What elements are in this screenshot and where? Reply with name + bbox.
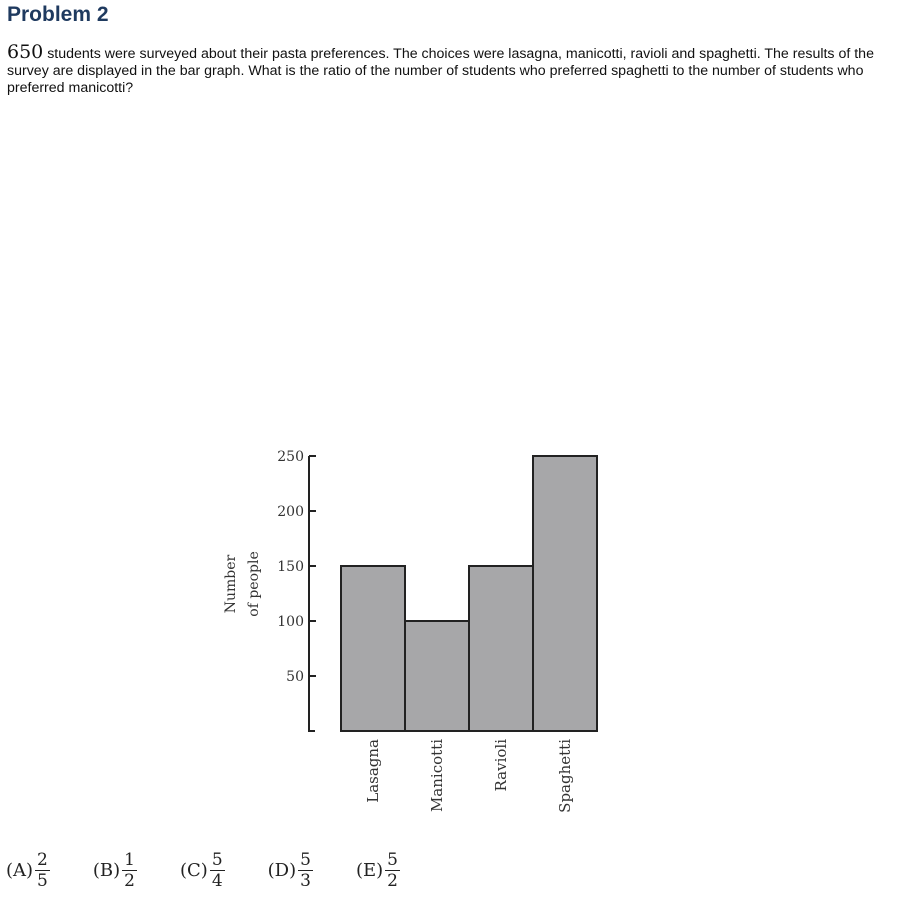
y-axis-label-line1: Number <box>223 554 239 614</box>
y-tick-label-100: 100 <box>277 614 304 630</box>
choice-b[interactable] <box>93 850 137 891</box>
problem-title: Problem 2 <box>7 3 109 26</box>
choice-a-denominator: 5 <box>37 870 48 891</box>
student-count: 650 <box>7 41 44 63</box>
bar-lasagna <box>341 566 405 731</box>
x-tick-label-lasagna: Lasagna <box>364 739 382 803</box>
choice-a-label: (A) <box>6 859 34 881</box>
choice-c[interactable] <box>180 850 225 891</box>
choice-d-fraction <box>298 850 313 891</box>
bar-manicotti <box>405 621 469 731</box>
choice-c-fraction <box>210 850 225 891</box>
y-tick-label-50: 50 <box>286 669 304 685</box>
label-group <box>364 739 574 813</box>
choice-e-fraction <box>385 850 400 891</box>
y-tick-label-200: 200 <box>277 504 304 520</box>
choice-d-denominator: 3 <box>300 870 311 891</box>
choice-e[interactable] <box>356 850 400 891</box>
y-tick-label-250: 250 <box>277 449 304 465</box>
question-body: students were surveyed about their pasta preferences. The choices were lasagna, manicotti, ravioli and spaghetti. The results of the survey are displayed in the bar graph. What is the ratio of the number of students who preferred spaghetti to the number of students who preferred manicotti? <box>7 46 874 96</box>
choice-b-label: (B) <box>92 859 121 881</box>
choice-b-fraction <box>122 850 137 891</box>
choice-d[interactable] <box>268 850 313 891</box>
bar-group <box>341 456 597 731</box>
choice-e-label: (E) <box>355 859 384 881</box>
choice-a-numerator: 2 <box>37 849 48 870</box>
choice-a-fraction <box>35 850 50 891</box>
y-axis-label-line2: of people <box>246 551 262 617</box>
x-tick-label-ravioli: Ravioli <box>492 739 510 792</box>
axis-group <box>223 449 316 731</box>
choice-b-numerator: 1 <box>124 849 135 870</box>
x-tick-label-manicotti: Manicotti <box>428 739 446 813</box>
choice-d-label: (D) <box>267 859 297 881</box>
bar-spaghetti <box>533 456 597 731</box>
choice-e-denominator: 2 <box>387 870 398 891</box>
choice-e-numerator: 5 <box>387 849 398 870</box>
choice-a[interactable] <box>6 850 50 891</box>
choice-c-numerator: 5 <box>211 849 223 870</box>
choice-d-numerator: 5 <box>300 849 311 870</box>
choice-b-denominator: 2 <box>124 870 135 891</box>
choice-c-denominator: 4 <box>211 870 223 891</box>
bar-ravioli <box>469 566 533 731</box>
answer-choices <box>6 845 443 895</box>
x-tick-label-spaghetti: Spaghetti <box>556 739 574 813</box>
y-tick-label-150: 150 <box>277 559 304 575</box>
choice-c-label: (C) <box>179 859 208 881</box>
y-axis-line <box>309 456 315 731</box>
